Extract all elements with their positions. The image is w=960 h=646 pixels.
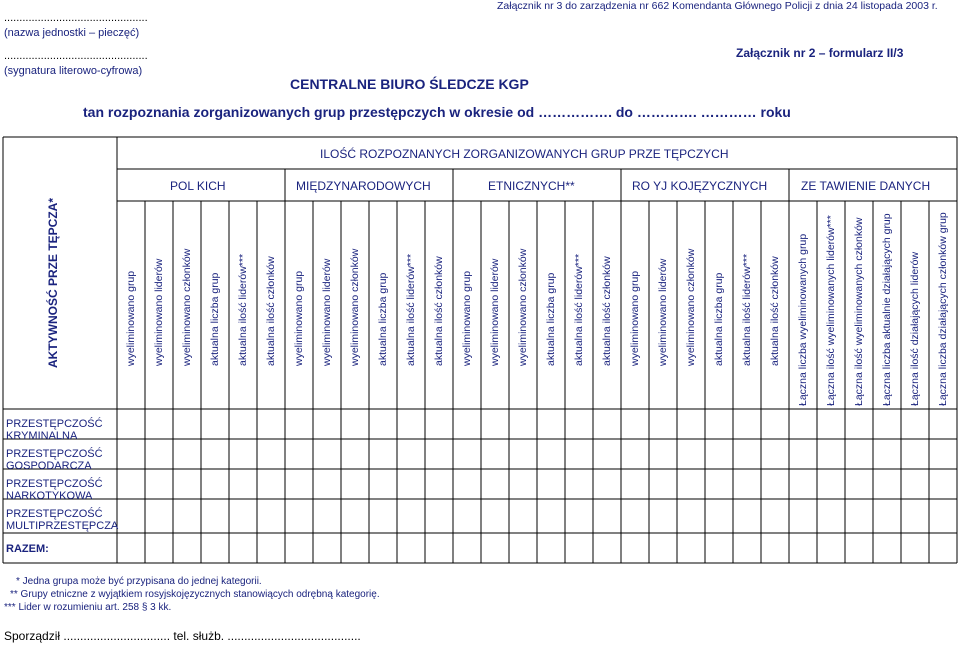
col-pl-eliminated-leaders: wyeliminowano liderów [153,258,165,366]
row-label-multi: PRZESTĘPCZOŚĆ MULTIPRZESTĘPCZA [6,508,119,532]
unit-dots: ............................................... [4,12,148,24]
col-ru-eliminated-groups: wyeliminowano grup [629,270,641,366]
col-sum-eliminated-leaders: Łączna ilość wyeliminowanych liderów*** [825,215,837,406]
col-eth-current-members: aktualna ilość członków [601,256,613,366]
office-name: CENTRALNE BIURO ŚLEDCZE KGP [290,76,529,92]
row-label-total: RAZEM: [6,543,49,555]
group-header-polish: POL KICH [170,179,226,193]
col-ru-current-leaders: aktualna ilość liderów*** [741,253,753,366]
col-eth-eliminated-groups: wyeliminowano grup [461,270,473,366]
col-ru-eliminated-leaders: wyeliminowano liderów [657,258,669,366]
col-int-current-groups: aktualna liczba grup [377,272,389,366]
group-header-international: MIĘDZYNARODOWYCH [296,179,431,193]
col-ru-eliminated-members: wyeliminowano członków [685,248,697,366]
col-pl-current-groups: aktualna liczba grup [209,272,221,366]
signature-dots: ............................................... [4,50,148,62]
col-eth-current-groups: aktualna liczba grup [545,272,557,366]
annex-form: Załącznik nr 2 – formularz II/3 [736,46,904,60]
col-pl-eliminated-groups: wyeliminowano grup [125,270,137,366]
col-eth-current-leaders: aktualna ilość liderów*** [573,253,585,366]
col-eth-eliminated-members: wyeliminowano członków [517,248,529,366]
col-eth-eliminated-leaders: wyeliminowano liderów [489,258,501,366]
col-sum-current-groups: Łączna liczba aktualnie działających grup [881,213,893,406]
col-sum-eliminated-members: Łączna ilość wyeliminowanych członków [853,217,865,406]
annex-top: Załącznik nr 3 do zarządzenia nr 662 Komendanta Głównego Policji z dnia 24 listopada 2003 r. [497,0,938,12]
col-pl-eliminated-members: wyeliminowano członków [181,248,193,366]
col-sum-current-leaders: Łączna ilość działających liderów [909,251,921,406]
col-ru-current-members: aktualna ilość członków [769,256,781,366]
col-sum-eliminated-groups: Łączna liczba wyeliminowanych grup [797,233,809,406]
group-header-ethnic: ETNICZNYCH** [488,179,575,193]
col-ru-current-groups: aktualna liczba grup [713,272,725,366]
row-label-narcotic: PRZESTĘPCZOŚĆ NARKOTYKOWA [6,478,103,502]
activity-column-header: AKTYWNOŚĆ PRZE TĘPCZA* [46,197,60,368]
signature-label: (sygnatura literowo-cyfrowa) [4,65,143,77]
col-pl-current-leaders: aktualna ilość liderów*** [237,253,249,366]
group-header-summary: ZE TAWIENIE DANYCH [801,179,931,193]
col-int-eliminated-members: wyeliminowano członków [349,248,361,366]
footnote-1: * Jedna grupa może być przypisana do jednej kategorii. [16,576,262,587]
col-pl-current-members: aktualna ilość członków [265,256,277,366]
footnote-2: ** Grupy etniczne z wyjątkiem rosyjskojęzycznych stanowiących odrębną kategorię. [10,589,380,600]
report-title: tan rozpoznania zorganizowanych grup przestępczych w okresie od ……………. do …………. ………… roku [83,104,791,120]
group-header-russian: RO YJ KOJĘZYCZNYCH [632,179,768,193]
row-label-economic: PRZESTĘPCZOŚĆ GOSPODARCZA [6,448,103,472]
row-label-criminal: PRZESTĘPCZOŚĆ KRYMINALNA [6,418,103,442]
prepared-by-line: Sporządził ................................ tel. służb. ........................................ [4,629,361,643]
col-sum-current-members: Łączna liczba działających członków grup [937,212,949,406]
col-int-current-members: aktualna ilość członków [433,256,445,366]
unit-label: (nazwa jednostki – pieczęć) [4,27,140,39]
main-table-header: ILOŚĆ ROZPOZNANYCH ZORGANIZOWANYCH GRUP PRZE TĘPCZYCH [320,147,729,161]
col-int-eliminated-groups: wyeliminowano grup [293,270,305,366]
col-int-eliminated-leaders: wyeliminowano liderów [321,258,333,366]
col-int-current-leaders: aktualna ilość liderów*** [405,253,417,366]
footnote-3: *** Lider w rozumieniu art. 258 § 3 kk. [4,602,172,613]
